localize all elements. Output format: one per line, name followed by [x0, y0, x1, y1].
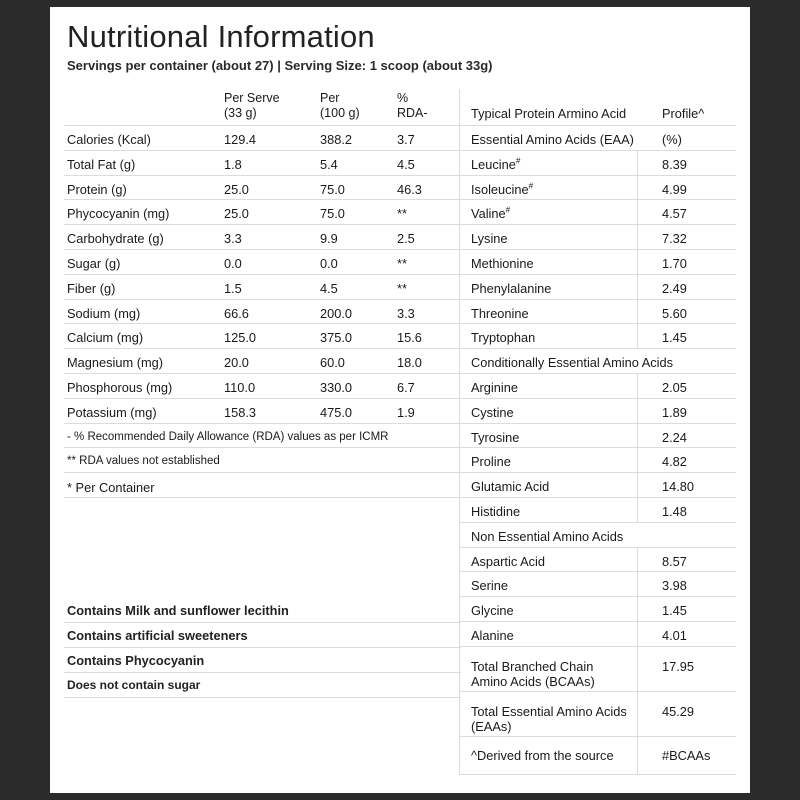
amino-acid-name	[471, 157, 520, 172]
amino-acid-name-text: Methionine	[471, 255, 534, 271]
amino-acid-row	[460, 300, 736, 325]
amino-acid-name	[471, 603, 514, 618]
column-divider	[637, 225, 638, 249]
amino-acid-row	[460, 498, 736, 523]
rda-not-established-note: ** RDA values not established	[64, 448, 461, 473]
amino-acid-value: 5.60	[662, 305, 687, 321]
nutrient-row	[64, 176, 461, 201]
per-100g-value: 388.2	[320, 132, 353, 147]
amino-acid-name-text: Phenylalanine	[471, 280, 552, 296]
bcaa-marker: #	[505, 206, 511, 216]
nutrient-name: Calories (Kcal)	[67, 132, 151, 147]
amino-acid-row	[460, 448, 736, 473]
per-serve-value: 25.0	[224, 181, 249, 197]
per-serve-value: 25.0	[224, 206, 249, 222]
col-per-100-label: Per	[320, 91, 340, 105]
amino-acid-name-text: Alanine	[471, 627, 514, 643]
amino-total-name: Total Essential Amino Acids (EAAs)	[471, 703, 627, 734]
nutrient-name: Carbohydrate (g)	[67, 231, 164, 247]
amino-acid-name-text: Threonine	[471, 305, 529, 321]
amino-acid-name	[471, 405, 514, 420]
nutrient-row	[64, 225, 461, 250]
nutrient-row	[64, 200, 461, 225]
nutrient-name: Sugar (g)	[67, 255, 121, 271]
col-rda-label: %	[397, 91, 409, 105]
nutrient-name: Fiber (g)	[67, 280, 116, 296]
amino-acid-value: 1.89	[662, 404, 687, 420]
column-divider	[637, 572, 638, 596]
per-serve-value: 125.0	[224, 330, 257, 346]
per-100g-value: 200.0	[320, 305, 353, 321]
amino-acid-row	[460, 597, 736, 622]
spacer	[64, 498, 461, 598]
amino-acid-row	[460, 572, 736, 597]
contains-sweeteners-statement: Contains artificial sweeteners	[64, 623, 461, 648]
amino-table-footer	[460, 737, 736, 775]
per-100g-value: 4.5	[320, 280, 338, 296]
nutrient-name: Sodium (mg)	[67, 305, 141, 321]
amino-acid-row	[460, 200, 736, 225]
amino-acid-name	[471, 380, 518, 395]
rda-value: **	[397, 280, 407, 296]
amino-acid-name-text: Valine	[471, 206, 506, 222]
amino-acid-row	[460, 399, 736, 424]
amino-acid-value: 2.05	[662, 379, 687, 395]
amino-acid-name	[471, 578, 508, 593]
eaa-section-header	[460, 126, 736, 151]
amino-acid-name	[471, 182, 533, 197]
column-divider	[637, 300, 638, 324]
per-100g-value: 75.0	[320, 206, 345, 222]
amino-acid-row	[460, 424, 736, 449]
per-serve-value: 20.0	[224, 355, 249, 371]
amino-acid-name-text: Glutamic Acid	[471, 479, 550, 495]
amino-acid-name-text: Cystine	[471, 404, 514, 420]
amino-acid-value: 8.39	[662, 156, 687, 172]
amino-acid-name	[471, 330, 535, 345]
amino-acid-row	[460, 548, 736, 573]
amino-acid-value: 14.80	[662, 479, 695, 495]
per-serve-value: 110.0	[224, 379, 256, 395]
per-100g-value: 9.9	[320, 231, 338, 247]
nutrient-row	[64, 399, 461, 424]
amino-acid-name-text: Arginine	[471, 379, 518, 395]
per-100g-value: 375.0	[320, 330, 353, 346]
serving-info: Servings per container (about 27) | Serving Size: 1 scoop (about 33g)	[67, 58, 493, 73]
per-100g-value: 60.0	[320, 355, 345, 371]
nutrient-row	[64, 374, 461, 399]
amino-total-value: 17.95	[662, 658, 695, 674]
rda-value: 4.5	[397, 156, 415, 172]
per-serve-value: 1.5	[224, 280, 242, 296]
derived-source-note: ^Derived from the source	[471, 747, 614, 763]
amino-acid-name-text: Leucine	[471, 156, 516, 172]
column-divider	[637, 498, 638, 522]
amino-acid-name-text: Glycine	[471, 603, 514, 619]
amino-acid-name	[471, 628, 514, 643]
amino-acid-value: 1.70	[662, 255, 687, 271]
col-per-serve-header	[224, 91, 280, 121]
amino-acid-name	[471, 256, 534, 271]
amino-acid-row	[460, 473, 736, 498]
column-divider	[637, 473, 638, 497]
nutrient-name: Magnesium (mg)	[67, 355, 164, 371]
column-divider	[637, 399, 638, 423]
bcaa-marker: #	[515, 156, 521, 166]
amino-acid-row	[460, 176, 736, 201]
eaa-unit: (%)	[662, 132, 682, 147]
nutrient-name: Phosphorous (mg)	[67, 379, 173, 395]
column-divider	[637, 597, 638, 621]
amino-acid-name	[471, 479, 549, 494]
nutrient-table	[64, 89, 461, 698]
col-per-100-unit: (100 g)	[320, 106, 360, 120]
amino-acid-row	[460, 151, 736, 176]
conditional-section-header: Conditionally Essential Amino Acids	[460, 349, 736, 374]
amino-header-value: Profile^	[662, 106, 705, 121]
no-sugar-statement: Does not contain sugar	[64, 673, 461, 698]
rda-value: 6.7	[397, 379, 415, 395]
column-divider	[637, 176, 638, 200]
amino-acid-value: 3.98	[662, 578, 687, 594]
nutrition-panel	[50, 7, 750, 793]
amino-acid-row	[460, 275, 736, 300]
amino-total-value: 45.29	[662, 703, 695, 719]
column-divider	[637, 275, 638, 299]
amino-acid-name	[471, 504, 520, 519]
column-divider	[637, 692, 638, 736]
per-serve-value: 0.0	[224, 255, 242, 271]
amino-acid-name-text: Aspartic Acid	[471, 553, 545, 569]
per-100g-value: 75.0	[320, 181, 345, 197]
amino-acid-row	[460, 324, 736, 349]
rda-note: - % Recommended Daily Allowance (RDA) values as per ICMR	[64, 424, 461, 449]
column-divider	[637, 324, 638, 348]
amino-total-row	[460, 692, 736, 737]
amino-acid-value: 8.57	[662, 553, 687, 569]
contains-milk-statement: Contains Milk and sunflower lecithin	[64, 598, 461, 623]
amino-acid-value: 4.82	[662, 454, 687, 470]
amino-acid-value: 1.45	[662, 330, 687, 346]
nutrient-row	[64, 349, 461, 374]
column-divider	[637, 424, 638, 448]
amino-acid-value: 1.45	[662, 603, 687, 619]
column-divider	[637, 448, 638, 472]
non-essential-section-header: Non Essential Amino Acids	[460, 523, 736, 548]
amino-acid-value: 4.01	[662, 627, 687, 643]
per-100g-value: 5.4	[320, 156, 338, 172]
contains-phycocyanin-statement: Contains Phycocyanin	[64, 648, 461, 673]
column-divider	[637, 647, 638, 691]
rda-value: 2.5	[397, 231, 415, 247]
amino-acid-name-text: Histidine	[471, 503, 521, 519]
rda-value: **	[397, 255, 407, 271]
per-100g-value: 0.0	[320, 255, 338, 271]
nutrient-name: Calcium (mg)	[67, 330, 144, 346]
amino-acid-row	[460, 225, 736, 250]
per-serve-value: 158.3	[224, 404, 257, 420]
col-rda-unit: RDA-	[397, 106, 428, 120]
column-divider	[637, 151, 638, 175]
amino-acid-table	[459, 89, 736, 775]
column-divider	[637, 200, 638, 224]
rda-value: 18.0	[397, 355, 422, 371]
rda-value: **	[397, 206, 407, 222]
amino-table-header	[460, 89, 736, 126]
amino-acid-value: 2.49	[662, 280, 687, 296]
amino-acid-name	[471, 206, 510, 221]
amino-acid-value: 4.99	[662, 181, 687, 197]
amino-acid-name-text: Lysine	[471, 231, 508, 247]
amino-total-name: Total Branched Chain Amino Acids (BCAAs)	[471, 658, 595, 689]
amino-acid-name-text: Tyrosine	[471, 429, 520, 445]
amino-acid-name	[471, 281, 551, 296]
nutrient-name: Potassium (mg)	[67, 404, 157, 420]
amino-acid-name-text: Tryptophan	[471, 330, 536, 346]
amino-acid-value: 2.24	[662, 429, 687, 445]
amino-acid-name	[471, 554, 545, 569]
per-serve-value: 1.8	[224, 156, 242, 172]
amino-total-row	[460, 647, 736, 692]
bcaa-footnote: #BCAAs	[662, 747, 711, 763]
amino-acid-row	[460, 250, 736, 275]
column-divider	[637, 548, 638, 572]
amino-acid-name	[471, 306, 529, 321]
column-divider	[637, 250, 638, 274]
per-serve-value: 129.4	[224, 132, 257, 147]
amino-acid-row	[460, 622, 736, 647]
amino-header-name: Typical Protein Armino Acid	[471, 106, 627, 121]
rda-value: 15.6	[397, 330, 422, 346]
col-per-serve-label: Per Serve	[224, 91, 280, 105]
amino-acid-name-text: Proline	[471, 454, 511, 470]
nutrient-row	[64, 126, 461, 151]
per-container-note: * Per Container	[64, 473, 461, 498]
per-serve-value: 3.3	[224, 231, 242, 247]
col-per-100-header	[320, 91, 360, 121]
rda-value: 3.7	[397, 132, 415, 147]
nutrient-row	[64, 275, 461, 300]
amino-acid-row	[460, 374, 736, 399]
nutrient-name: Protein (g)	[67, 181, 127, 197]
eaa-title: Essential Amino Acids (EAA)	[471, 132, 634, 147]
per-100g-value: 475.0	[320, 404, 353, 420]
nutrient-name: Total Fat (g)	[67, 156, 136, 172]
nutrient-row	[64, 151, 461, 176]
per-serve-value: 66.6	[224, 305, 249, 321]
bcaa-marker: #	[528, 181, 534, 191]
nutrient-table-header	[64, 89, 461, 126]
amino-acid-name	[471, 430, 519, 445]
amino-acid-name-text: Isoleucine	[471, 181, 529, 197]
amino-acid-name	[471, 454, 511, 469]
amino-acid-name-text: Serine	[471, 578, 508, 594]
amino-acid-value: 4.57	[662, 206, 687, 222]
rda-value: 3.3	[397, 305, 415, 321]
per-100g-value: 330.0	[320, 379, 353, 395]
column-divider	[637, 622, 638, 646]
nutrient-name: Phycocyanin (mg)	[67, 206, 170, 222]
rda-value: 1.9	[397, 404, 415, 420]
amino-acid-value: 7.32	[662, 231, 687, 247]
nutrient-row	[64, 324, 461, 349]
col-per-serve-unit: (33 g)	[224, 106, 257, 120]
amino-acid-name	[471, 231, 508, 246]
rda-value: 46.3	[397, 181, 422, 197]
nutrient-row	[64, 250, 461, 275]
page-title: Nutritional Information	[67, 19, 375, 54]
amino-acid-value: 1.48	[662, 503, 687, 519]
column-divider	[637, 374, 638, 398]
nutrient-row	[64, 300, 461, 325]
col-rda-header	[397, 91, 428, 121]
